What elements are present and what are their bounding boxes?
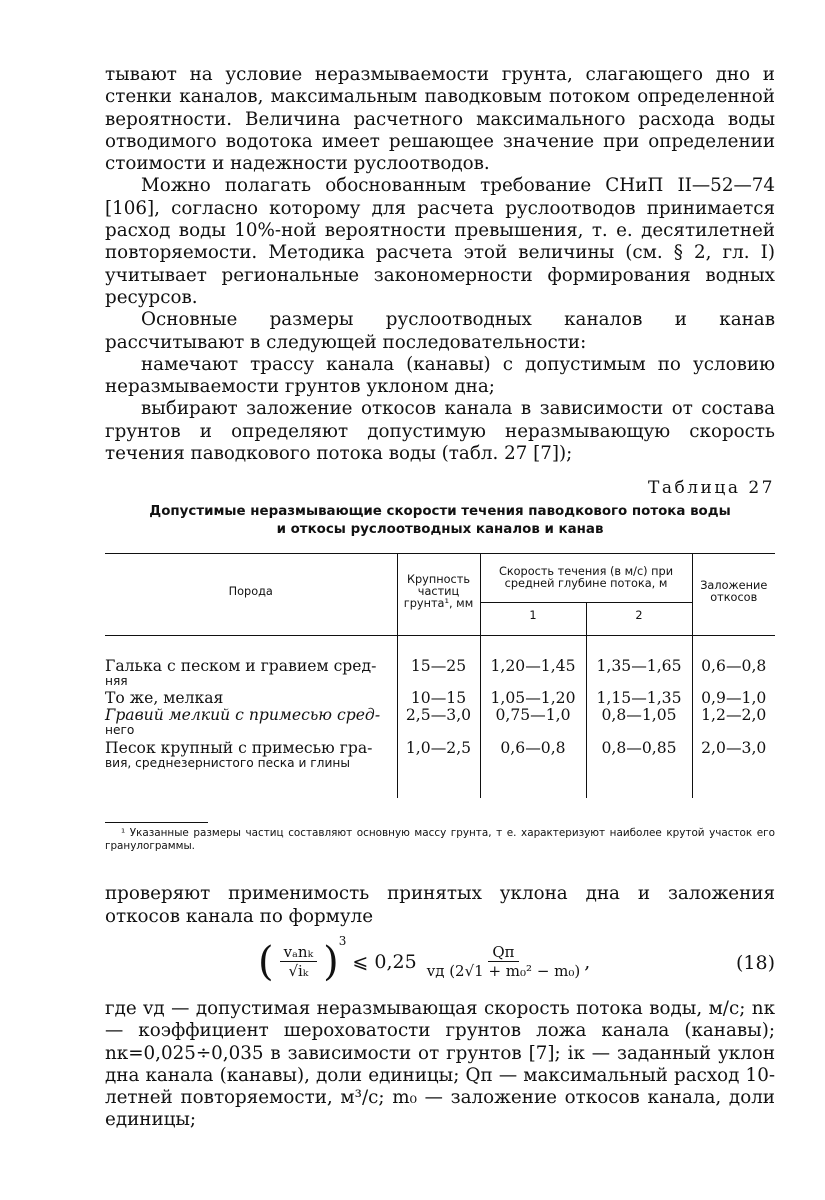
table-row <box>105 740 775 798</box>
row-4-rock: Песок крупный с примесью гра- <box>105 739 373 758</box>
table-title-line-2: и откосы руслоотводных каналов и канав <box>276 522 604 538</box>
formula-lhs-denominator: √iₖ <box>288 962 309 981</box>
header-depth-1: 1 <box>480 603 586 630</box>
row-4-speed-2: 0,8—0,85 <box>586 740 692 798</box>
formula-expression: ( $\frac{\text{vₐnₖ}}{\text{√iₖ}}$ )$^3$ ⩽ 0,25 $\frac{Qп}{\text{vд (2√1 + m₀² − m₀)}}$ , <box>258 933 591 985</box>
row-4-speed-1: 0,6—0,8 <box>480 740 586 798</box>
velocity-table <box>105 553 775 798</box>
paragraph-3: Основные размеры руслоотводных каналов и канав рассчитывают в следующей последовательности: <box>105 309 775 353</box>
paragraph-formula-intro: проверяют применимость принятых уклона дна и заложения откосов канала по формуле <box>105 883 775 927</box>
row-1-rock-cont: няя <box>105 674 128 689</box>
row-1-slope: 0,6—0,8 <box>692 658 775 690</box>
formula-number: (18) <box>735 951 775 974</box>
row-3-speed-2: 0,8—1,05 <box>586 707 692 740</box>
table-title <box>105 503 775 539</box>
paragraph-5: выбирают заложение откосов канала в зависимости от состава грунтов и определяют допустимую неразмывающую скорость течения паводкового потока воды (табл. 27 [7]); <box>105 398 775 465</box>
table-row <box>105 690 775 707</box>
row-2-size: 10—15 <box>397 690 480 707</box>
paragraph-where: где vд — допустимая неразмывающая скорость потока воды, м/с; nк — коэффициент шероховатости грунтов ложа канала (канавы); nк=0,025÷0,035 в зависимости от грунтов [7]; iк — заданный уклон дна канала (канавы), доли единицы; Qп — максимальный расход 10-летней повторяемости, м³/с; m₀ — заложение откосов канала, доли единицы; <box>105 997 775 1131</box>
table-title-line-1: Допустимые неразмывающие скорости течения паводкового потока воды <box>149 504 731 520</box>
row-3-speed-1: 0,75—1,0 <box>480 707 586 740</box>
formula-relation: ⩽ 0,25 <box>352 950 417 973</box>
row-3-size: 2,5—3,0 <box>397 707 480 740</box>
formula-18 <box>105 934 775 996</box>
header-size: Крупность частиц грунта¹, мм <box>397 554 480 630</box>
row-2-slope: 0,9—1,0 <box>692 690 775 707</box>
formula-rhs-numerator: Qп <box>488 943 518 962</box>
formula-rhs-denominator: vд (2√1 + m₀² − m₀) <box>426 962 581 981</box>
row-1-size: 15—25 <box>397 658 480 690</box>
page-body <box>105 64 775 1132</box>
table-row <box>105 658 775 690</box>
header-rock: Порода <box>105 554 397 630</box>
row-2-speed-2: 1,15—1,35 <box>586 690 692 707</box>
footnote-divider <box>105 822 208 823</box>
paragraph-4: намечают трассу канала (канавы) с допустимым по условию неразмываемости грунтов уклоном дна; <box>105 353 775 398</box>
paragraph-1: тывают на условие неразмываемости грунта, слагающего дно и стенки каналов, максимальным паводковым потоком определенной вероятности. Величина расчетного максимального расхода воды отводимого водотока имеет решающее значение при определении стоимости и надежности руслоотводов. <box>105 64 775 175</box>
row-4-slope: 2,0—3,0 <box>692 740 775 798</box>
table-label: Таблица 27 <box>648 478 775 499</box>
row-2-rock: То же, мелкая <box>105 689 224 708</box>
header-speed: Скорость течения (в м/с) при средней глубине потока, м <box>480 554 692 603</box>
formula-power: 3 <box>338 933 347 948</box>
row-2-speed-1: 1,05—1,20 <box>480 690 586 707</box>
row-3-slope: 1,2—2,0 <box>692 707 775 740</box>
row-3-rock-cont: него <box>105 723 135 738</box>
formula-lhs-numerator: vₐnₖ <box>280 943 317 962</box>
row-1-rock: Галька с песком и гравием сред- <box>105 657 377 676</box>
row-4-size: 1,0—2,5 <box>397 740 480 798</box>
row-1-speed-2: 1,35—1,65 <box>586 658 692 690</box>
row-4-rock-cont: вия, среднезернистого песка и глины <box>105 756 350 771</box>
table-footnote: ¹ Указанные размеры частиц составляют основную массу грунта, т е. характеризуют наиболее крутой участок его гранулограммы. <box>105 827 775 853</box>
row-3-rock: Гравий мелкий с примесью сред- <box>105 706 381 725</box>
header-slope: Заложение откосов <box>692 554 775 630</box>
table-row <box>105 707 775 740</box>
row-1-speed-1: 1,20—1,45 <box>480 658 586 690</box>
paragraph-2: Можно полагать обоснованным требование СНиП II—52—74 [106], согласно которому для расчета руслоотводов принимается расход воды 10%-ной вероятности превышения, т. е. десятилетней повторяемости. Методика расчета этой величины (см. § 2, гл. I) учитывает региональные закономерности формирования водных ресурсов. <box>105 175 775 308</box>
header-depth-2: 2 <box>586 603 692 630</box>
